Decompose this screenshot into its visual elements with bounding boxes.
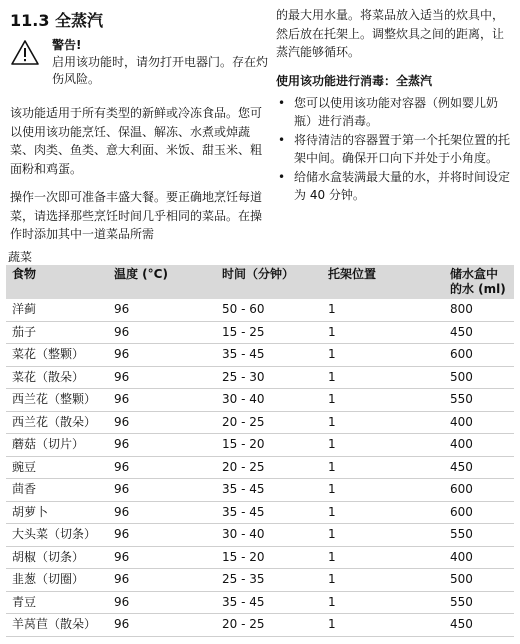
table-cell: 1 <box>322 344 444 367</box>
table-cell: 1 <box>322 569 444 592</box>
continuation-paragraph: 的最大用水量。将菜品放入适当的炊具中，然后放在托架上。调整炊具之间的距离，让蒸汽能够循环。 <box>276 8 505 59</box>
header-shelf: 托架位置 <box>322 265 444 299</box>
table-cell: 96 <box>108 614 216 637</box>
table-cell: 大头菜（切条） <box>6 524 108 547</box>
table-cell: 800 <box>444 299 514 321</box>
table-header-row <box>6 265 514 299</box>
table-cell: 胡萝卜 <box>6 501 108 524</box>
table-cell: 15 - 20 <box>216 546 322 569</box>
table-row <box>6 614 514 637</box>
table-row <box>6 569 514 592</box>
table-cell: 35 - 45 <box>216 591 322 614</box>
intro-paragraph: 该功能适用于所有类型的新鲜或冷冻食品。您可以使用该功能烹饪、保温、解冻、水煮或焯蔬菜、肉类、鱼类、意大利面、米饭、甜玉米、粗面粉和鸡蛋。 <box>10 106 263 176</box>
header-temperature: 温度 (°C) <box>108 265 216 299</box>
header-food: 食物 <box>6 265 108 299</box>
table-cell: 50 - 60 <box>216 299 322 321</box>
table-cell: 15 - 25 <box>216 321 322 344</box>
table-row <box>6 456 514 479</box>
table-cell: 30 - 40 <box>216 389 322 412</box>
table-cell: 400 <box>444 546 514 569</box>
table-cell: 96 <box>108 501 216 524</box>
warning-title: 警告! <box>52 38 82 52</box>
table-cell: 洋蓟 <box>6 299 108 321</box>
table-cell: 96 <box>108 321 216 344</box>
warning-triangle-icon <box>10 37 42 88</box>
table-cell: 茴香 <box>6 479 108 502</box>
table-cell: 菜花（散朵） <box>6 366 108 389</box>
table-cell: 96 <box>108 524 216 547</box>
table-row <box>6 366 514 389</box>
header-water: 储水盒中的水 (ml) <box>444 265 514 299</box>
table-cell: 96 <box>108 546 216 569</box>
table-cell: 500 <box>444 366 514 389</box>
table-cell: 500 <box>444 569 514 592</box>
right-column <box>276 6 512 205</box>
table-row <box>6 411 514 434</box>
table-row <box>6 434 514 457</box>
table-row <box>6 344 514 367</box>
table-cell: 20 - 25 <box>216 456 322 479</box>
table-cell: 400 <box>444 434 514 457</box>
sterilize-list <box>276 94 512 205</box>
table-cell: 35 - 45 <box>216 479 322 502</box>
table-row <box>6 546 514 569</box>
table-cell: 30 - 40 <box>216 524 322 547</box>
table-cell: 96 <box>108 434 216 457</box>
table-cell: 茄子 <box>6 321 108 344</box>
table-cell: 96 <box>108 366 216 389</box>
table-cell: 96 <box>108 456 216 479</box>
sterilize-subhead: 使用该功能进行消毒：全蒸汽 <box>276 73 433 88</box>
table-body <box>6 299 514 636</box>
table-cell: 1 <box>322 591 444 614</box>
table-cell: 450 <box>444 321 514 344</box>
table-cell: 1 <box>322 321 444 344</box>
section-title: 11.3 全蒸汽 <box>10 11 104 30</box>
table-cell: 550 <box>444 389 514 412</box>
warning-box <box>10 37 268 88</box>
table-row <box>6 389 514 412</box>
list-item: • 您可以使用该功能对容器（例如婴儿奶瓶）进行消毒。 <box>276 94 512 131</box>
table-caption: 蔬菜 <box>8 250 33 264</box>
table-cell: 450 <box>444 456 514 479</box>
table-cell: 550 <box>444 524 514 547</box>
table-cell: 西兰花（散朵） <box>6 411 108 434</box>
table-row <box>6 299 514 321</box>
table-cell: 豌豆 <box>6 456 108 479</box>
table-cell: 450 <box>444 614 514 637</box>
table-cell: 96 <box>108 591 216 614</box>
table-cell: 96 <box>108 299 216 321</box>
left-column <box>10 8 268 254</box>
table-cell: 1 <box>322 456 444 479</box>
table-cell: 胡椒（切条） <box>6 546 108 569</box>
table-cell: 600 <box>444 501 514 524</box>
table-row <box>6 524 514 547</box>
table-cell: 600 <box>444 344 514 367</box>
table-cell: 96 <box>108 344 216 367</box>
table-cell: 15 - 20 <box>216 434 322 457</box>
table-cell: 96 <box>108 479 216 502</box>
table-cell: 20 - 25 <box>216 411 322 434</box>
table-cell: 韭葱（切圈） <box>6 569 108 592</box>
table-cell: 1 <box>322 411 444 434</box>
table-row <box>6 501 514 524</box>
warning-text: 启用该功能时，请勿打开电器门。存在灼伤风险。 <box>52 55 269 86</box>
table-cell: 1 <box>322 524 444 547</box>
table-cell: 600 <box>444 479 514 502</box>
table-cell: 35 - 45 <box>216 501 322 524</box>
table-cell: 青豆 <box>6 591 108 614</box>
table-row <box>6 321 514 344</box>
header-time: 时间（分钟） <box>216 265 322 299</box>
table-cell: 1 <box>322 389 444 412</box>
table-cell: 400 <box>444 411 514 434</box>
table-cell: 1 <box>322 366 444 389</box>
table-cell: 菜花（整颗） <box>6 344 108 367</box>
table-cell: 1 <box>322 614 444 637</box>
vegetable-table <box>6 265 514 637</box>
table-cell: 1 <box>322 501 444 524</box>
table-row <box>6 591 514 614</box>
table-cell: 1 <box>322 434 444 457</box>
table-cell: 西兰花（整颗） <box>6 389 108 412</box>
table-cell: 25 - 35 <box>216 569 322 592</box>
table-cell: 蘑菇（切片） <box>6 434 108 457</box>
table-cell: 96 <box>108 411 216 434</box>
table-cell: 羊莴苣（散朵） <box>6 614 108 637</box>
table-cell: 96 <box>108 389 216 412</box>
table-cell: 1 <box>322 479 444 502</box>
table-cell: 20 - 25 <box>216 614 322 637</box>
list-item: • 给储水盒装满最大量的水，并将时间设定为 40 分钟。 <box>276 168 512 205</box>
table-row <box>6 479 514 502</box>
table-cell: 1 <box>322 546 444 569</box>
table-cell: 550 <box>444 591 514 614</box>
table-cell: 35 - 45 <box>216 344 322 367</box>
list-item: • 将待清洁的容器置于第一个托架位置的托架中间。确保开口向下并处于小角度。 <box>276 131 512 168</box>
table-cell: 1 <box>322 299 444 321</box>
table-cell: 25 - 30 <box>216 366 322 389</box>
table-cell: 96 <box>108 569 216 592</box>
meal-paragraph: 操作一次即可准备丰盛大餐。要正确地烹饪每道菜，请选择那些烹饪时间几乎相同的菜品。在操作时添加其中一道菜品所需 <box>10 190 263 241</box>
